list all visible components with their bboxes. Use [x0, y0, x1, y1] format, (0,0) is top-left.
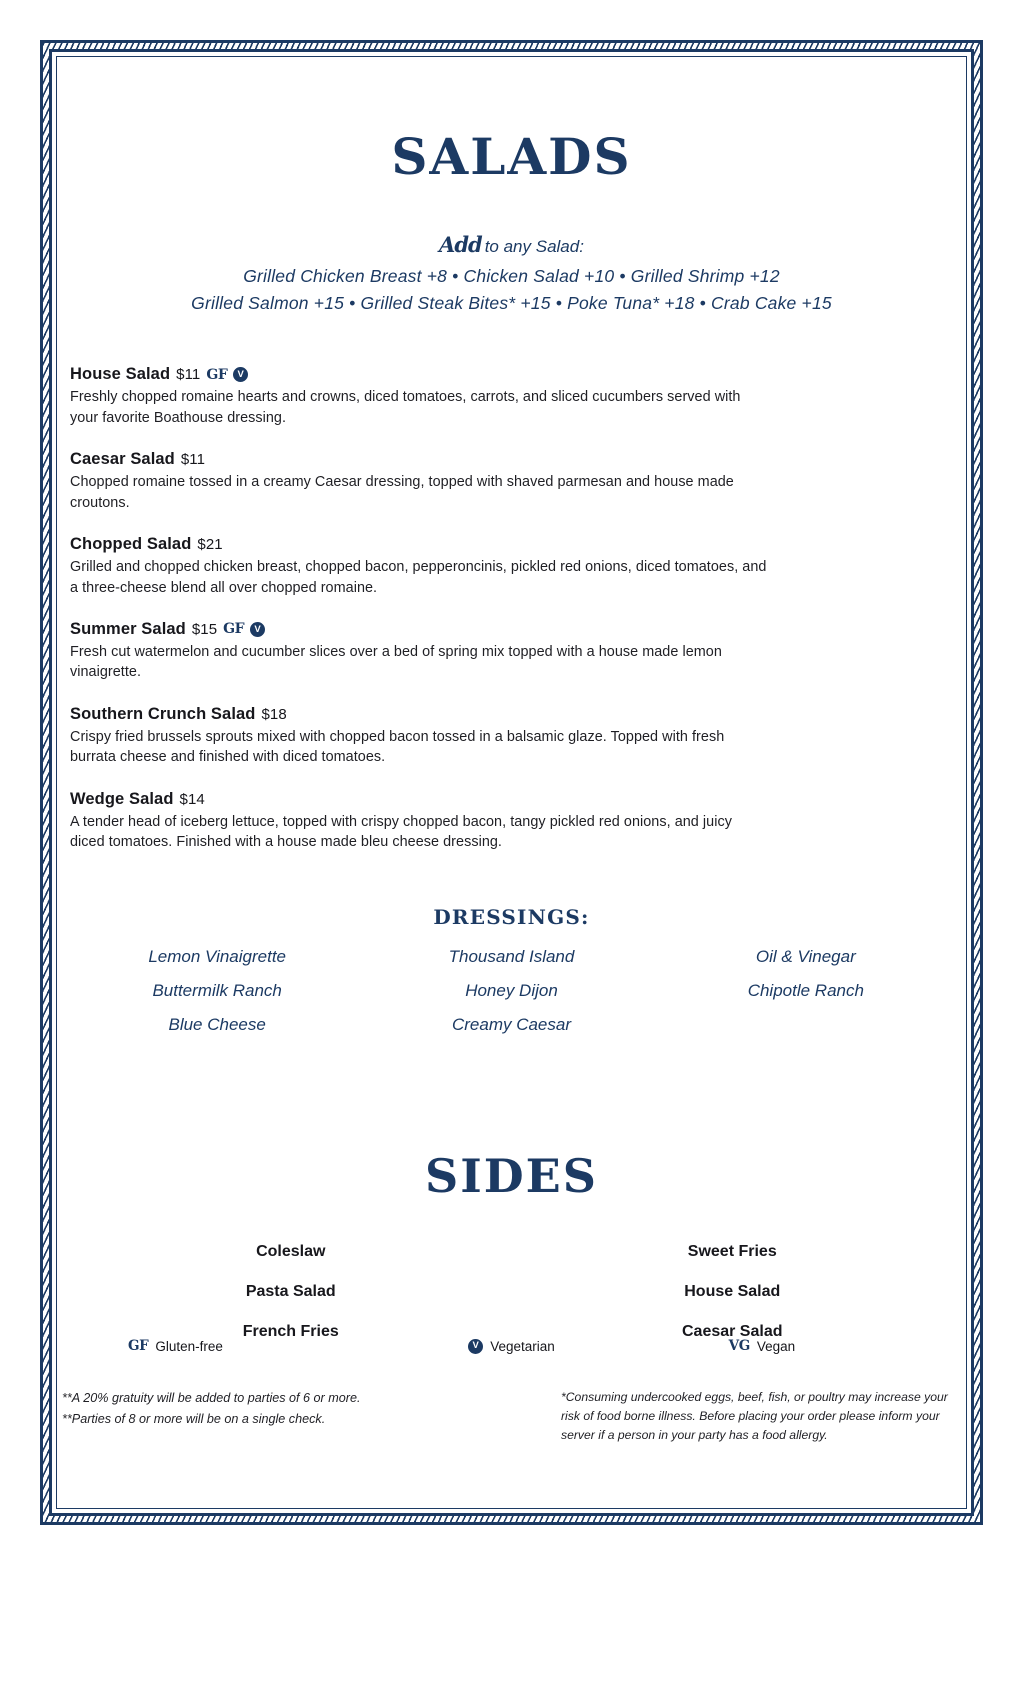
menu-item-heading — [70, 790, 953, 809]
dressings-heading: DRESSINGS: — [433, 904, 590, 929]
gratuity-note-line-2: **Parties of 8 or more will be on a single check. — [62, 1411, 326, 1426]
legend-label: Vegan — [756, 1338, 796, 1354]
menu-item-description: A tender head of iceberg lettuce, topped with crispy chopped bacon, tangy pickled red onions, and juicy diced tomatoes. Finished with a house made bleu cheese dressing. — [70, 813, 732, 851]
dressing-option: Creamy Caesar — [451, 1014, 572, 1034]
dressing-option: Buttermilk Ranch — [152, 980, 282, 1000]
menu-item-description: Fresh cut watermelon and cucumber slices over a bed of spring mix topped with a house made lemon vinaigrette. — [70, 643, 722, 681]
dressing-option-empty — [659, 1015, 953, 1035]
legend-item-vegetarian — [364, 1339, 658, 1354]
dietary-legend — [70, 1338, 953, 1354]
menu-item — [70, 365, 953, 428]
gluten-free-badge-icon: GF — [206, 366, 228, 383]
menu-item-description: Grilled and chopped chicken breast, chopped bacon, pepperoncinis, pickled red onions, diced tomatoes, and a three-cheese blend all over chopped romaine. — [70, 559, 767, 596]
menu-item-description: Chopped romaine tossed in a creamy Caesar dressing, topped with shaved parmesan and house made croutons. — [70, 474, 734, 511]
menu-item-price: $11 — [180, 451, 206, 469]
gluten-free-badge-icon: GF — [223, 621, 245, 638]
gratuity-note-line-1: **A 20% gratuity will be added to parties of 6 or more. — [62, 1391, 361, 1405]
menu-item-name: Wedge Salad — [70, 789, 174, 808]
legend-label: Gluten-free — [155, 1338, 223, 1354]
salad-items-list — [70, 365, 953, 852]
side-item: Caesar Salad — [681, 1322, 783, 1340]
health-advisory-note: *Consuming undercooked eggs, beef, fish, or poultry may increase your risk of food borne illness. Before placing your order please inform your server if a person in your party has a food allergy. — [561, 1390, 948, 1442]
menu-item — [70, 705, 953, 768]
menu-item-price: $14 — [179, 790, 205, 808]
sides-section — [70, 1148, 953, 1341]
dressing-option: Blue Cheese — [168, 1014, 266, 1034]
vegan-badge-icon: VG — [728, 1338, 750, 1354]
dressing-option: Thousand Island — [448, 946, 575, 966]
gluten-free-badge-icon: GF — [128, 1338, 149, 1354]
dressings-section — [70, 905, 953, 1035]
menu-content — [62, 70, 953, 1495]
side-item: House Salad — [684, 1282, 781, 1300]
vegetarian-badge-icon: V — [233, 367, 248, 382]
side-item: Coleslaw — [256, 1242, 326, 1260]
addons-line-2: Grilled Salmon +15 • Grilled Steak Bites* +15 • Poke Tuna* +18 • Crab Cake +15 — [191, 293, 832, 314]
menu-item-price: $21 — [197, 536, 223, 554]
menu-item-name: Caesar Salad — [70, 450, 175, 469]
menu-item-price: $11 — [176, 366, 201, 384]
menu-item — [70, 535, 953, 598]
menu-item-name: House Salad — [70, 365, 171, 384]
footer-notes — [62, 1388, 961, 1445]
dressing-option: Oil & Vinegar — [755, 946, 856, 966]
salad-addons-block — [70, 232, 953, 317]
menu-item-price: $15 — [191, 620, 218, 638]
menu-item — [70, 790, 953, 853]
dressing-option: Honey Dijon — [465, 980, 558, 1000]
menu-item-heading — [70, 365, 953, 384]
legend-item-vegan — [659, 1338, 953, 1354]
addons-lead-text: to any Salad: — [484, 237, 584, 256]
menu-item-price: $18 — [261, 705, 287, 723]
section-title-sides: SIDES — [425, 1148, 598, 1203]
menu-item — [70, 450, 953, 513]
legend-item-gluten-free — [70, 1338, 364, 1354]
gratuity-note — [62, 1388, 422, 1445]
addons-script-word: Add — [439, 232, 482, 257]
vegetarian-badge-icon: V — [250, 622, 265, 637]
menu-item-heading — [70, 535, 953, 554]
dressing-option: Lemon Vinaigrette — [148, 946, 286, 966]
menu-item-description: Freshly chopped romaine hearts and crowns, diced tomatoes, carrots, and sliced cucumbers served with your favorite Boathouse dressing. — [70, 389, 741, 426]
menu-item-name: Southern Crunch Salad — [70, 704, 256, 723]
side-item: French Fries — [242, 1322, 339, 1340]
menu-item-heading — [70, 450, 953, 469]
legend-label: Vegetarian — [490, 1338, 555, 1354]
vegetarian-badge-icon: V — [468, 1339, 483, 1354]
addons-line-1: Grilled Chicken Breast +8 • Chicken Salad +10 • Grilled Shrimp +12 — [243, 266, 780, 286]
side-item: Pasta Salad — [245, 1282, 336, 1300]
side-item: Sweet Fries — [687, 1242, 777, 1260]
menu-item-name: Chopped Salad — [70, 535, 192, 554]
dressings-grid — [70, 947, 953, 1035]
menu-item-name: Summer Salad — [70, 619, 186, 638]
addons-lead-line — [70, 232, 953, 257]
page-title-salads: SALADS — [391, 127, 632, 186]
dressing-option: Chipotle Ranch — [747, 980, 864, 1000]
menu-item — [70, 620, 953, 683]
menu-item-heading — [70, 620, 953, 639]
menu-item-heading — [70, 705, 953, 724]
menu-item-description: Crispy fried brussels sprouts mixed with chopped bacon tossed in a balsamic glaze. Topped with fresh burrata cheese and finished with diced tomatoes. — [70, 728, 725, 766]
sides-grid — [70, 1243, 953, 1341]
